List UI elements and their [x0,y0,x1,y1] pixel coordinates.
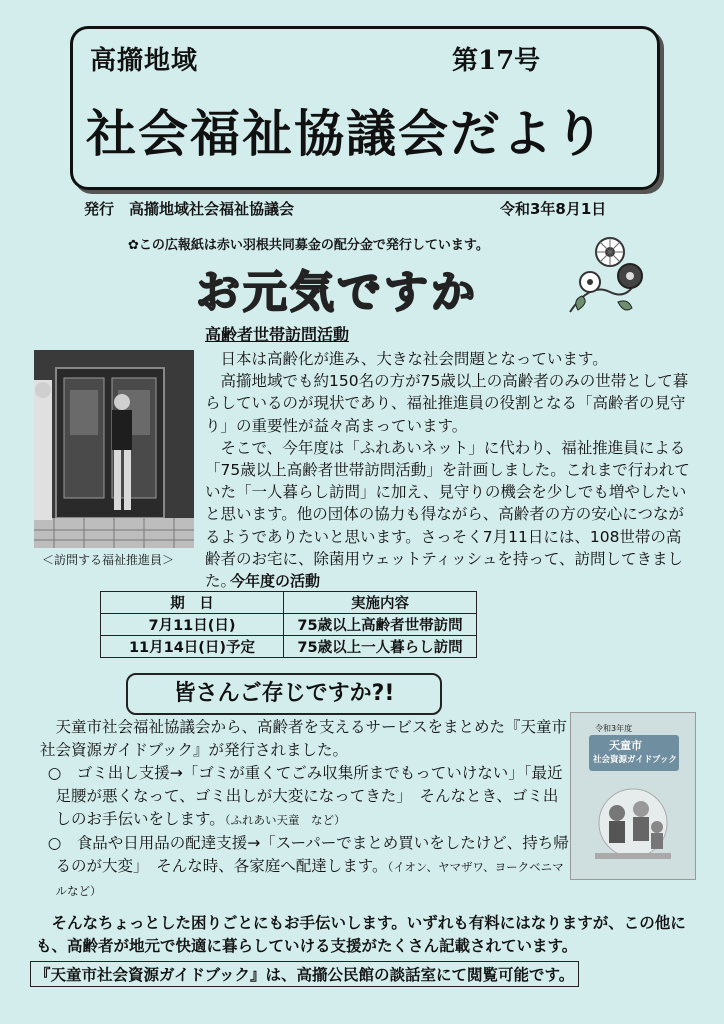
service-item-note: （イオン、ヤマザワ、ヨークベニマルなど） [55,860,564,898]
visit-photo [34,350,194,548]
guidebook-title-line2: 社会資源ガイドブック [593,755,677,765]
headline: お元気ですか [196,267,478,318]
morning-glory-illustration [560,232,646,322]
publisher-line: 発行 高擶地域社会福祉協議会 [84,200,295,218]
service-item-garbage [40,762,570,832]
column-header-content: 実施内容 [284,592,477,614]
section-heading: 皆さんご存じですか?! [126,673,442,715]
issue-number: 第17号 [452,46,541,76]
guidebook-title-line1: 天童市 [609,739,642,752]
table-row [101,636,477,658]
section2-intro: 天童市社会福祉協議会から、高齢者を支えるサービスをまとめた『天童市社会資源ガイドブック』が発行されました。 [40,718,568,759]
service-item-note: （ふれあい天童 など） [224,813,346,827]
article-subheading: 高齢者世帯訪問活動 [205,325,350,344]
newsletter-title: 社会福祉協議会だより [86,104,606,163]
closing-text: そんなちょっとした困りごとにもお手伝いします。いずれも有料にはなりますが、この他にも、高齢者が地元で快適に暮らしていける支援がたくさん記載されています。 [36,914,686,955]
section2-body [40,716,570,903]
article-paragraph: そこで、今年度は「ふれあいネット」に代わり、福祉推進員による「75歳以上高齢者世帯訪問活動」を計画しました。これまで行われていた「一人暮らし訪問」に加え、見守りの機会を少しでも増やしたいと思います。他の団体の協力も得ながら、高齢者の方の安心につながるようでありたいと思います。さっそく7月11日には、108世帯の高齢者のお宅に、除菌用ウェットティッシュを持って、訪問してきました。 [205,438,690,591]
service-item-delivery [40,832,570,903]
final-note: 『天童市社会資源ガイドブック』は、高擶公民館の談話室にて閲覧可能です。 [30,961,579,987]
region-name: 高擶地域 [90,46,199,76]
table-row [101,614,477,636]
schedule-table [100,591,477,658]
column-header-date: 期 日 [101,592,284,614]
cell-date: 11月14日(日)予定 [101,636,284,658]
cell-content: 75歳以上高齢者世帯訪問 [284,614,477,636]
guidebook-cover-image [570,712,696,880]
service-item-text: ○ ゴミ出し支援→「ゴミが重くてごみ収集所までもっていけない」「最近足腰が悪くなって、ゴミ出しが大変になってきた」 そんなとき、ゴミ出しのお手伝いをします。 [47,764,563,828]
article-paragraph: 高擶地域でも約150名の方が75歳以上の高齢者のみの世帯として暮らしているのが現状であり、福祉推進員の役割となる「高齢者の見守り」の重要性が益々高まっています。 [205,372,689,435]
closing-paragraph [36,912,696,958]
funding-notice: ✿この広報紙は赤い羽根共同募金の配分金で発行しています。 [128,238,489,253]
guidebook-illustration [587,783,679,863]
guidebook-year-label: 令和3年度 [595,724,633,733]
table-header-row [101,592,477,614]
article-paragraph: 日本は高齢化が進み、大きな社会問題となっています。 [220,350,608,368]
article-body [205,348,693,592]
publish-date: 令和3年8月1日 [500,200,607,218]
cell-date: 7月11日(日) [101,614,284,636]
cell-content: 75歳以上一人暮らし訪問 [284,636,477,658]
service-item-text: ○ 食品や日用品の配達支援→「スーパーでまとめ買いをしたけど、持ち帰るのが大変」 そんな時、各家庭へ配達します。 [47,834,569,875]
photo-caption: ＜訪問する福祉推進員＞ [42,553,175,567]
schedule-title: 今年度の活動 [230,572,321,590]
